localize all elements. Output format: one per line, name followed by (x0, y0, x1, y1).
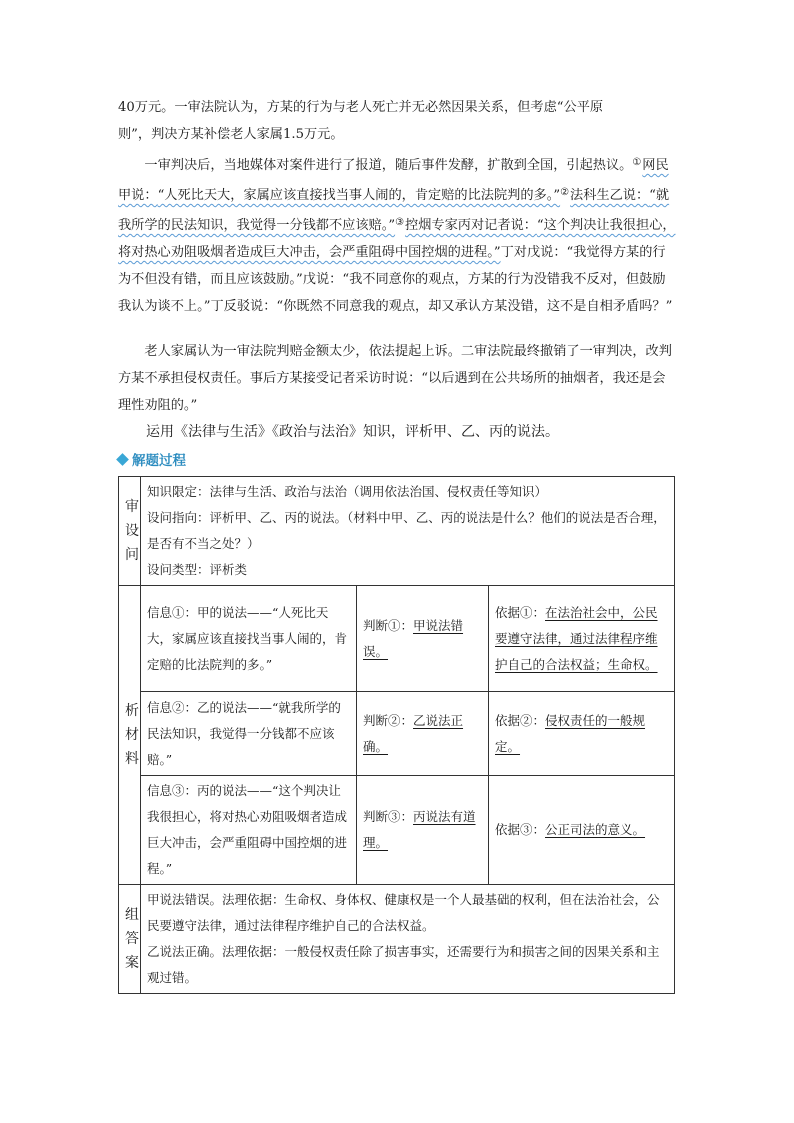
shen-content (141, 477, 675, 586)
info-cell-1: 信息①：甲的说法——“人死比天大，家属应该直接找当事人闹的，肯定赔的比法院判的多。” (141, 586, 357, 692)
circle-number-3: ③ (395, 217, 405, 228)
circle-number-2: ② (560, 187, 570, 198)
debate-rest: 丁对戊说：“我觉得方某的行为不但没有错，而且应该鼓励。”戊说：“我不同意你的观点，方某的行为没错我不反对，但鼓励我认为谈不上。”丁反驳说：“你既然不同意我的观点，却又承认方某没错，这不是自相矛盾吗？” (118, 245, 673, 314)
basis-cell-1: 依据①：在法治社会中，公民要遵守法律，通过法律程序维护自己的合法权益；生命权。 (489, 586, 675, 692)
xi-label: 析 材 料 (119, 586, 141, 885)
intro-paragraph (118, 94, 678, 148)
section-title (118, 448, 186, 470)
basis-cell-3: 依据③：公正司法的意义。 (489, 776, 675, 885)
shen-type: 设问类型：评析类 (147, 562, 248, 577)
circle-number-1: ① (632, 157, 642, 168)
judge-cell-1: 判断①：甲说法错误。 (357, 586, 489, 692)
info-cell-2: 信息②：乙的说法——“就我所学的民法知识，我觉得一分钱都不应该赔。” (141, 692, 357, 776)
answer-jia: 甲说法错误。法理依据：生命权、身体权、健康权是一个人最基础的权利，但在法治社会，公民要遵守法律，通过法律程序维护自己的合法权益。 (147, 892, 660, 933)
basis-cell-2: 依据②：侵权责任的一般规定。 (489, 692, 675, 776)
yi-quote: “就我所学的民法知识，我觉得一分钱都不应该赔。” (118, 188, 670, 233)
intro-line-1: 40万元。一审法院认为，方某的行为与老人死亡并无必然因果关系，但考虑“公平原 (118, 100, 604, 115)
jia-label: 网民甲说： (118, 158, 669, 203)
xi-row-2 (119, 692, 675, 776)
debate-lead: 一审判决后，当地媒体对案件进行了报道，随后事件发酵，扩散到全国，引起热议。 (144, 158, 633, 173)
appeal-paragraph: 老人家属认为一审法院判赔金额太少，依法提起上诉。二审法院最终撤销了一审判决，改判方某不承担侵权责任。事后方某接受记者采访时说：“以后遇到在公共场所的抽烟者，我还是会理性劝阻的。” (118, 344, 672, 413)
bing-quote: “这个判决让我很担心，将对热心劝阻吸烟者造成巨大冲击，会严重阻碍中国控烟的进程。” (118, 218, 676, 260)
diamond-icon (116, 453, 129, 466)
shen-direction: 设问指向：评析甲、乙、丙的说法。（材料中甲、乙、丙的说法是什么？他们的说法是否合理，是否有不当之处？） (147, 510, 666, 551)
judge-cell-2: 判断②：乙说法正确。 (357, 692, 489, 776)
analysis-table (118, 476, 675, 994)
answer-yi: 乙说法正确。法理依据：一般侵权责任除了损害事实，还需要行为和损害之间的因果关系和主观过错。 (147, 944, 660, 985)
bing-label: 控烟专家丙对记者说： (405, 218, 537, 233)
intro-line-2: 则”，判决方某补偿老人家属1.5万元。 (118, 127, 344, 142)
shen-row (119, 477, 675, 586)
shen-label: 审 设 问 (119, 477, 141, 586)
zu-content (141, 885, 675, 994)
xi-row-1 (119, 586, 675, 692)
jia-quote: “人死比天大，家属应该直接找当事人闹的，肯定赔的比法院判的多。” (157, 188, 561, 203)
zu-row (119, 885, 675, 994)
yi-label: 法科生乙说： (570, 188, 650, 203)
debate-paragraph (118, 149, 678, 320)
info-cell-3: 信息③：丙的说法——“这个判决让我很担心，将对热心劝阻吸烟者造成巨大冲击，会严重阻碍中国控烟的进程。” (141, 776, 357, 885)
question-text: 运用《法律与生活》《政治与法治》知识，评析甲、乙、丙的说法。 (146, 424, 559, 440)
xi-row-3 (119, 776, 675, 885)
judge-cell-3: 判断③：丙说法有道理。 (357, 776, 489, 885)
section-title-text: 解题过程 (132, 453, 186, 469)
shen-knowledge: 知识限定：法律与生活、政治与法治（调用依法治国、侵权责任等知识） (147, 484, 548, 499)
zu-label: 组 答 案 (119, 885, 141, 994)
